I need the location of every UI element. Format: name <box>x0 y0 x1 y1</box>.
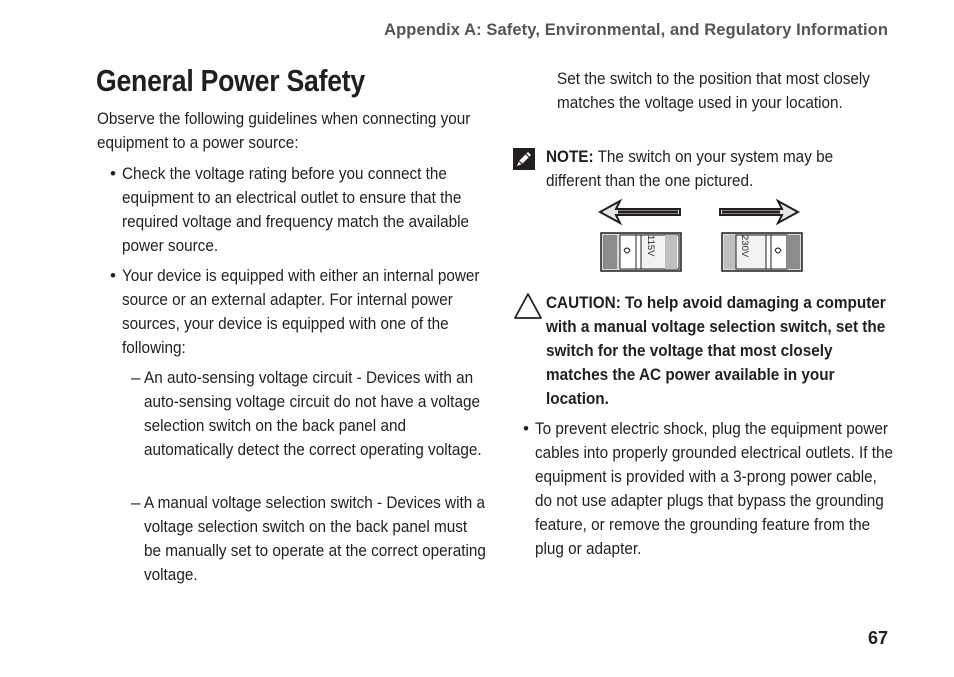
switch-label-230v-wrapper <box>736 236 766 268</box>
caution-paragraph <box>546 291 888 411</box>
bullet-text-2: Your device is equipped with either an internal power source or an external adapter. For internal power sources, your device is equipped with one of the following: <box>122 266 480 357</box>
sub-item-text-1: An auto-sensing voltage circuit - Devices with an auto-sensing voltage circuit do not have a voltage selection switch on the back panel and automatically detect the correct operating voltage. <box>144 368 482 459</box>
sub-item-text-2: A manual voltage selection switch - Devices with a voltage selection switch on the back panel must be manually set to operate at the correct operating voltage. <box>144 493 486 584</box>
pencil-note-icon <box>513 148 535 170</box>
right-bullet-text: To prevent electric shock, plug the equipment power cables into properly grounded electrical outlets. If the equipment is provided with a 3-prong power cable, do not use adapter plugs that bypass the grounding feature, or remove the grounding feature from the plug or adapter. <box>535 419 894 558</box>
page-number: 67 <box>867 628 888 648</box>
note-paragraph <box>546 145 888 193</box>
dash-mark: – <box>131 368 141 387</box>
right-arrow-icon <box>720 201 798 223</box>
switch-label-115v: 115V <box>645 235 656 257</box>
section-title: General Power Safety <box>96 63 365 98</box>
voltage-switch-figure <box>598 198 804 276</box>
note-text: The switch on your system may be different than the one pictured. <box>546 147 834 190</box>
continuation-paragraph: Set the switch to the position that most closely matches the voltage used in your location. <box>557 69 870 112</box>
note-label: NOTE: <box>546 147 594 166</box>
warning-triangle-icon <box>513 292 543 320</box>
bullet-text-1: Check the voltage rating before you connect the equipment to an electrical outlet to ensure that the required voltage and frequency match the available power source. <box>122 164 470 255</box>
caution-label: CAUTION <box>546 293 616 312</box>
running-header: Appendix A: Safety, Environmental, and Regulatory Information <box>384 21 888 39</box>
bullet-mark: • <box>110 266 116 285</box>
switch-label-115v-wrapper <box>642 236 672 268</box>
bullet-mark: • <box>523 419 529 438</box>
intro-paragraph: Observe the following guidelines when connecting your equipment to a power source: <box>97 109 471 152</box>
caution-text: : To help avoid damaging a computer with a manual voltage selection switch, set the switch for the voltage that most closely matches the AC power available in your location. <box>546 293 886 408</box>
dash-mark: – <box>131 493 141 512</box>
bullet-mark: • <box>110 164 116 183</box>
left-arrow-icon <box>600 201 680 223</box>
switch-label-230v: 230V <box>739 235 750 258</box>
